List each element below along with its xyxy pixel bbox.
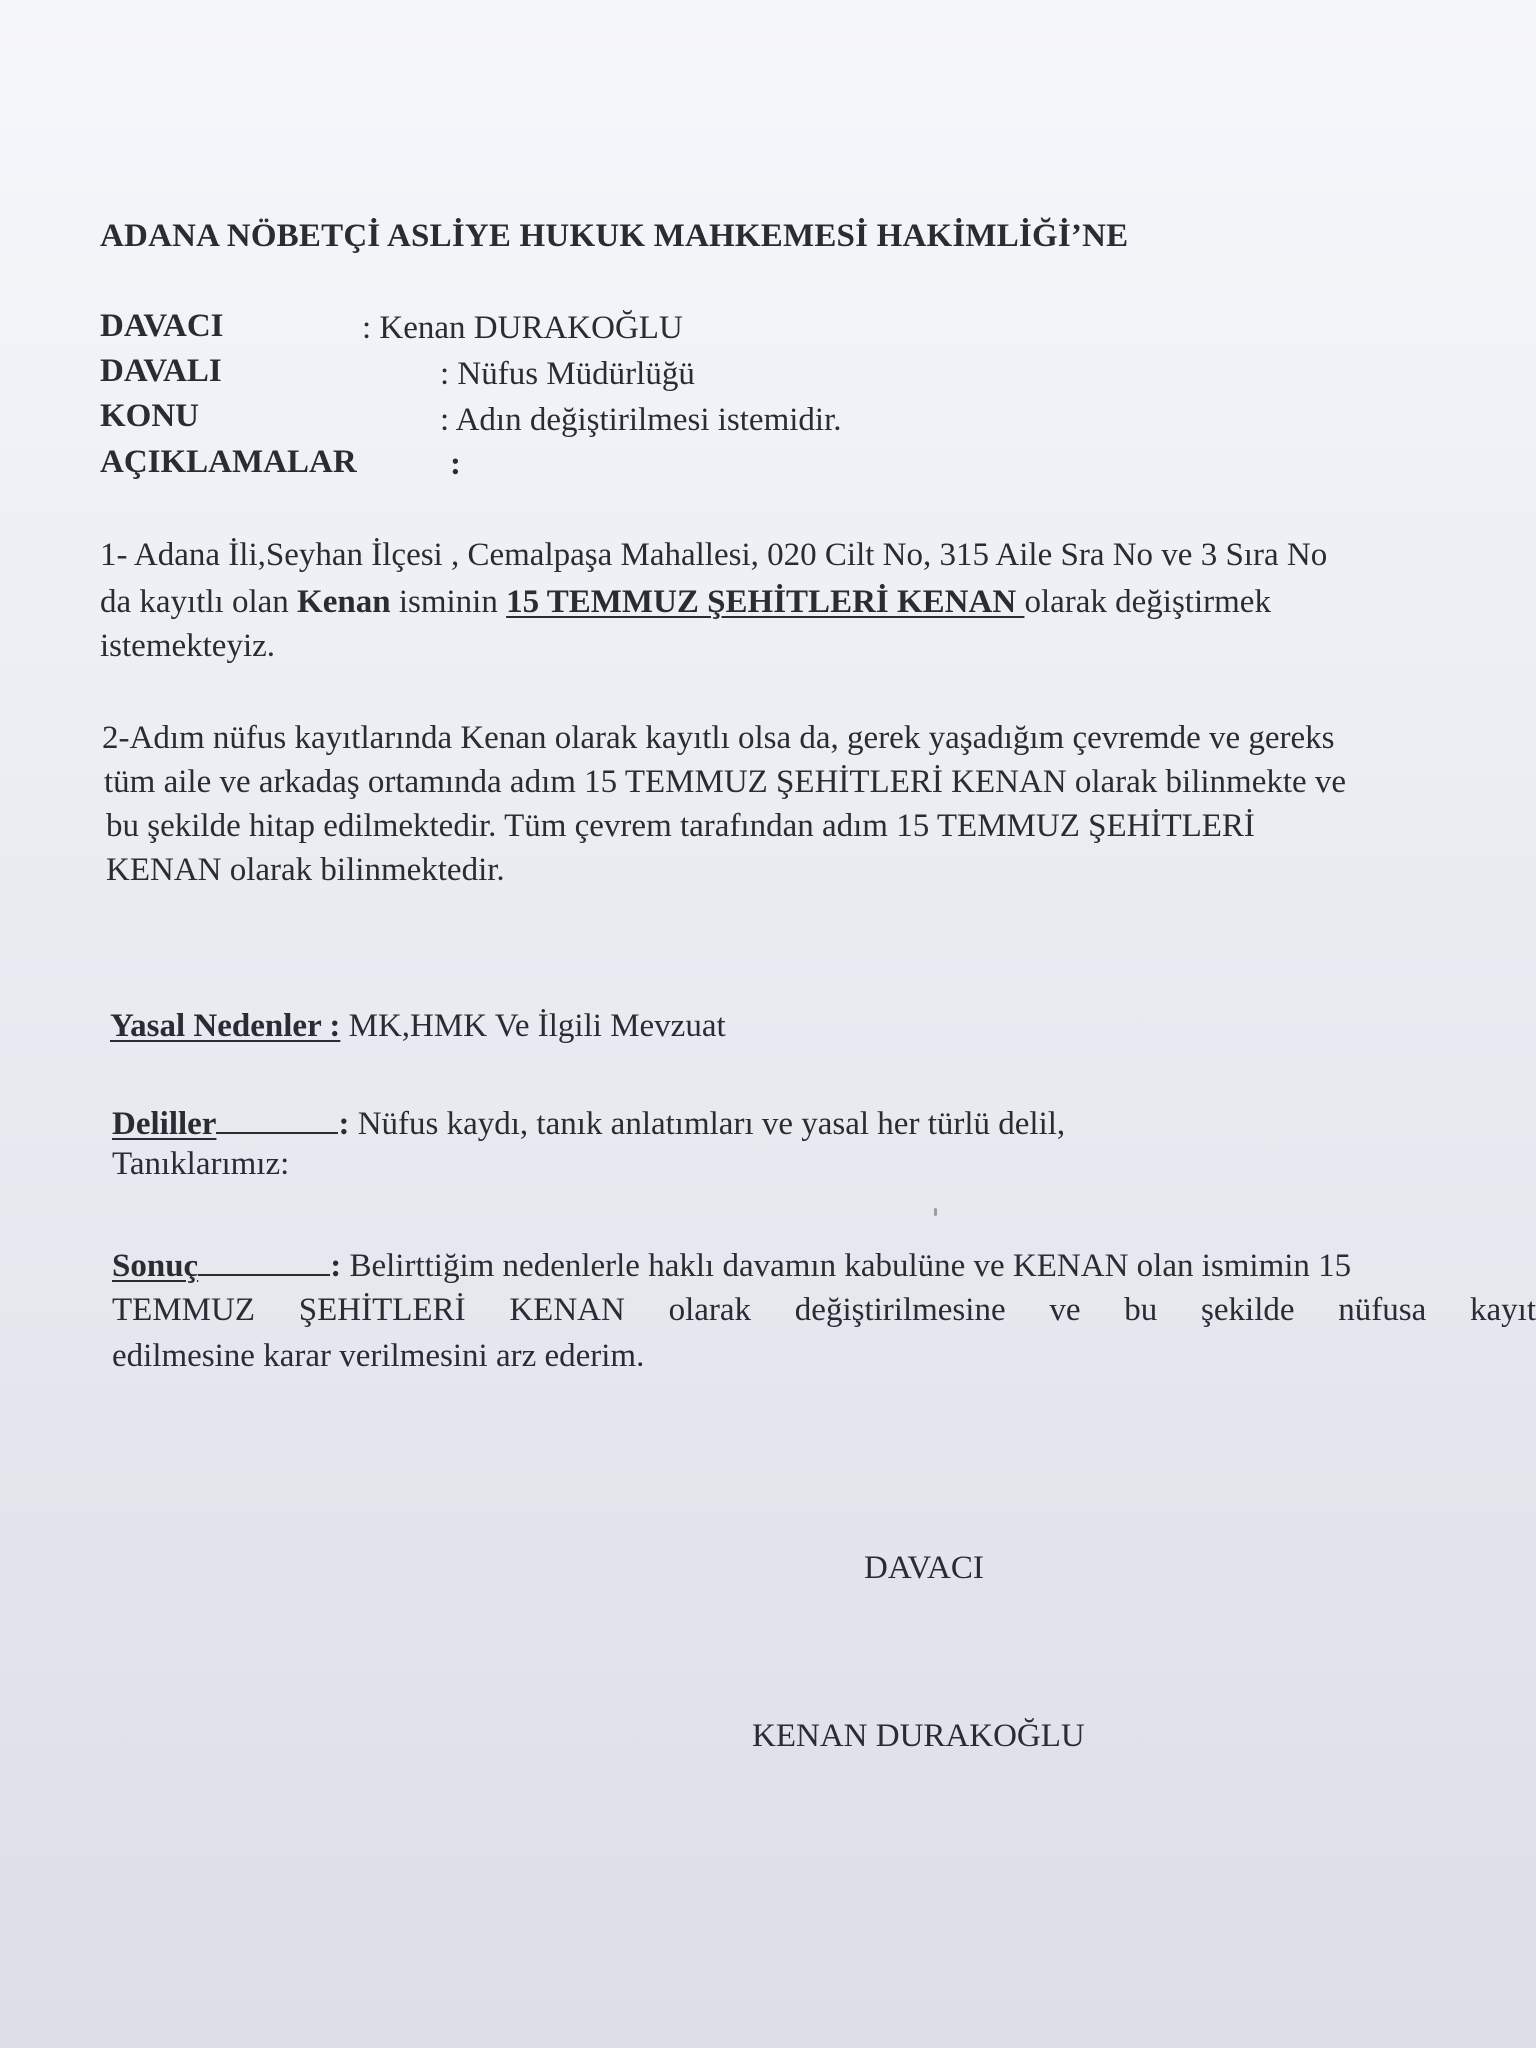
item1-line2 bbox=[100, 582, 1271, 622]
signature-name: KENAN DURAKOĞLU bbox=[752, 1718, 1085, 1754]
result-line1 bbox=[112, 1246, 1351, 1286]
result-line3: edilmesine karar verilmesini arz ederim. bbox=[112, 1338, 645, 1374]
legal-grounds-value: MK,HMK Ve İlgili Mevzuat bbox=[340, 1008, 726, 1044]
konu-label: KONU bbox=[100, 398, 199, 434]
legal-grounds-label: Yasal Nedenler : bbox=[110, 1008, 341, 1044]
evidence bbox=[112, 1104, 1065, 1144]
court-heading: ADANA NÖBETÇİ ASLİYE HUKUK MAHKEMESİ HAKİMLİĞİ’NE bbox=[100, 218, 1129, 254]
davali-value: : Nüfus Müdürlüğü bbox=[440, 356, 695, 392]
aciklamalar-label: AÇIKLAMALAR bbox=[100, 444, 357, 480]
davaci-label: DAVACI bbox=[100, 308, 224, 344]
result-colon: : bbox=[330, 1248, 342, 1284]
item1-text-c: olarak değiştirmek bbox=[1024, 584, 1271, 620]
davaci-value: : Kenan DURAKOĞLU bbox=[362, 310, 683, 346]
evidence-value: Nüfus kaydı, tanık anlatımları ve yasal her türlü delil, bbox=[349, 1106, 1066, 1142]
item2-line2: tüm aile ve arkadaş ortamında adım 15 TEMMUZ ŞEHİTLERİ KENAN olarak bilinmekte ve bbox=[104, 764, 1347, 800]
result-text-1: Belirttiğim nedenlerle haklı davamın kabulüne ve KENAN olan ismimin 15 bbox=[341, 1248, 1352, 1284]
item2-line3: bu şekilde hitap edilmektedir. Tüm çevrem tarafından adım 15 TEMMUZ ŞEHİTLERİ bbox=[106, 808, 1255, 844]
item2-line1: 2-Adım nüfus kayıtlarında Kenan olarak kayıtlı olsa da, gerek yaşadığım çevremde ve gereks bbox=[102, 720, 1335, 756]
aciklamalar-colon: : bbox=[450, 446, 461, 482]
signature-role: DAVACI bbox=[864, 1550, 984, 1586]
item1-line1: 1- Adana İli,Seyhan İlçesi , Cemalpaşa Mahallesi, 020 Cilt No, 315 Aile Sra No ve 3 Sıra No bbox=[100, 537, 1328, 573]
item1-line3: istemekteyiz. bbox=[100, 628, 276, 664]
witnesses-label: Tanıklarımız: bbox=[112, 1146, 290, 1182]
item2-line4: KENAN olarak bilinmektedir. bbox=[106, 852, 505, 888]
item1-new-name: 15 TEMMUZ ŞEHİTLERİ KENAN bbox=[506, 584, 1025, 620]
evidence-label: Deliller bbox=[112, 1106, 217, 1142]
davali-label: DAVALI bbox=[100, 353, 222, 389]
result-line2: TEMMUZ ŞEHİTLERİ KENAN olarak değiştirilmesine ve bu şekilde nüfusa kayıt bbox=[112, 1292, 1536, 1328]
result-label: Sonuç bbox=[112, 1248, 199, 1284]
result-fill-line bbox=[198, 1248, 330, 1276]
item1-text-a: da kayıtlı olan bbox=[100, 584, 298, 620]
evidence-colon: : bbox=[338, 1106, 350, 1142]
item1-text-b: isminin bbox=[390, 584, 507, 620]
item1-name-bold: Kenan bbox=[297, 584, 391, 620]
evidence-fill-line bbox=[216, 1106, 338, 1134]
konu-value: : Adın değiştirilmesi istemidir. bbox=[440, 402, 842, 438]
paper-speck bbox=[934, 1208, 937, 1216]
legal-grounds bbox=[110, 1006, 726, 1046]
